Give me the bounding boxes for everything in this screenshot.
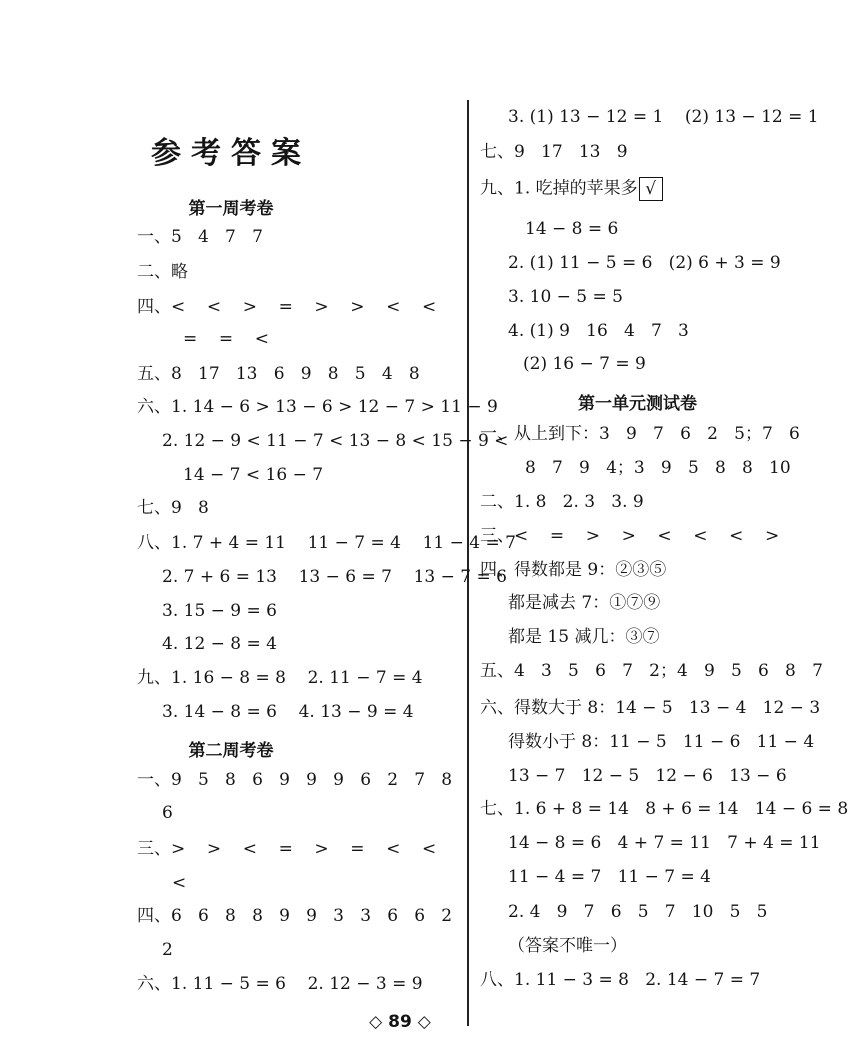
section-heading-unit1: 第一单元测试卷 <box>578 394 697 414</box>
answer-line: 3. (1) 13 − 12 = 1 (2) 13 − 12 = 1 <box>508 107 819 127</box>
answer-line: 六、1. 11 − 5 = 6 2. 12 − 3 = 9 <box>137 974 423 994</box>
answer-line: = = < <box>183 329 269 349</box>
answer-line: 2. 4 9 7 6 5 7 10 5 5 <box>508 902 768 922</box>
answer-line: 14 − 8 = 6 4 + 7 = 11 7 + 4 = 11 <box>508 833 821 853</box>
answer-line: 七、1. 6 + 8 = 14 8 + 6 = 14 14 − 6 = 8 <box>480 799 848 819</box>
answer-line: （答案不唯一） <box>508 936 627 956</box>
answer-line: 2. 7 + 6 = 13 13 − 6 = 7 13 − 7 = 6 <box>162 567 507 587</box>
section-heading-week2: 第二周考卷 <box>188 741 274 761</box>
answer-line: 11 − 4 = 7 11 − 7 = 4 <box>508 867 711 887</box>
answer-line: 一、9 5 8 6 9 9 9 6 2 7 8 <box>137 770 453 790</box>
answer-line: 2 <box>162 940 173 960</box>
answer-line-with-check <box>480 177 663 201</box>
answer-line: 4. (1) 9 16 4 7 3 <box>508 321 689 341</box>
answer-line: 三、> > < = > = < < <box>137 839 437 859</box>
answer-line: 3. 14 − 8 = 6 4. 13 − 9 = 4 <box>162 702 414 722</box>
answer-line: 八、1. 7 + 4 = 11 11 − 7 = 4 11 − 4 = 7 <box>137 533 516 553</box>
column-divider <box>467 100 469 1026</box>
answer-line: 14 − 7 < 16 − 7 <box>183 465 324 485</box>
answer-line: 八、1. 11 − 3 = 8 2. 14 − 7 = 7 <box>480 970 761 990</box>
answer-line: 3. 15 − 9 = 6 <box>162 601 277 621</box>
answer-line: 都是减去 7：①⑦⑨ <box>508 593 661 613</box>
answer-line: 得数小于 8：11 − 5 11 − 6 11 − 4 <box>508 732 815 752</box>
answer-line: 一、从上到下：3 9 7 6 2 5；7 6 <box>480 424 800 444</box>
answer-line: 三、< = > > < < < > <box>480 526 780 546</box>
answer-line: 四、得数都是 9：②③⑤ <box>480 560 667 580</box>
answer-line: 一、5 4 7 7 <box>137 227 263 247</box>
answer-line: (2) 16 − 7 = 9 <box>523 354 646 374</box>
answer-line-text: 九、1. 吃掉的苹果多 <box>480 178 638 199</box>
answer-line: 七、9 17 13 9 <box>480 142 628 162</box>
answer-line: 六、1. 14 − 6 > 13 − 6 > 12 − 7 > 11 − 9 <box>137 397 498 417</box>
answer-line: 6 <box>162 803 173 823</box>
answer-line: 2. (1) 11 − 5 = 6 (2) 6 + 3 = 9 <box>508 253 781 273</box>
answer-line: 五、4 3 5 6 7 2；4 9 5 6 8 7 <box>480 661 823 681</box>
section-heading-week1: 第一周考卷 <box>188 199 274 219</box>
answer-line: 2. 12 − 9 < 11 − 7 < 13 − 8 < 15 − 9 < <box>162 431 509 451</box>
answer-line: 3. 10 − 5 = 5 <box>508 287 623 307</box>
answer-line: 都是 15 减几：③⑦ <box>508 627 660 647</box>
page-number: ◇ 89 ◇ <box>369 1012 431 1032</box>
answer-line: 4. 12 − 8 = 4 <box>162 634 277 654</box>
answer-line: < <box>172 873 187 893</box>
answer-line: 七、9 8 <box>137 498 209 518</box>
answer-line: 五、8 17 13 6 9 8 5 4 8 <box>137 364 420 384</box>
answer-line: 二、略 <box>137 262 188 282</box>
answer-line: 九、1. 16 − 8 = 8 2. 11 − 7 = 4 <box>137 668 423 688</box>
answer-line: 四、6 6 8 8 9 9 3 3 6 6 2 <box>137 906 453 926</box>
answer-line: 六、得数大于 8：14 − 5 13 − 4 12 − 3 <box>480 698 821 718</box>
check-mark-box: √ <box>639 177 663 201</box>
answer-line: 二、1. 8 2. 3 3. 9 <box>480 492 644 512</box>
page-title: 参考答案 <box>151 136 311 171</box>
answer-line: 14 − 8 = 6 <box>525 219 619 239</box>
answer-line: 四、< < > = > > < < <box>137 297 437 317</box>
answer-line: 8 7 9 4；3 9 5 8 8 10 <box>525 458 791 478</box>
answer-line: 13 − 7 12 − 5 12 − 6 13 − 6 <box>508 766 787 786</box>
